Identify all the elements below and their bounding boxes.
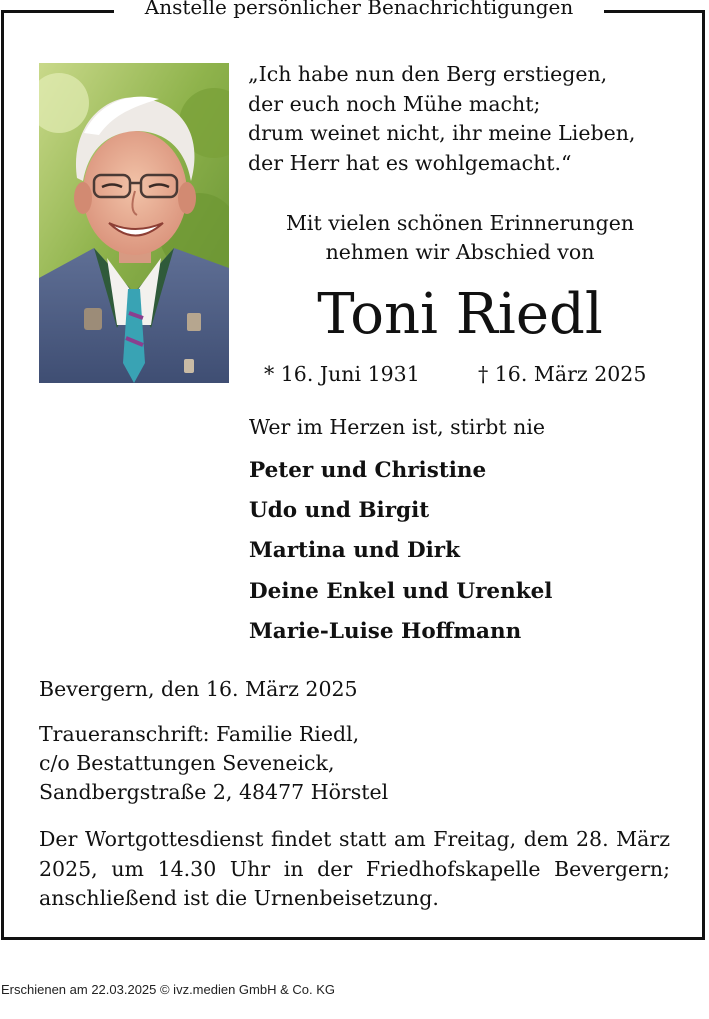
deceased-name: Toni Riedl [317, 282, 603, 347]
motto: Wer im Herzen ist, stirbt nie [249, 415, 546, 439]
service-information: Der Wortgottesdienst findet statt am Freitag, dem 28. März 2025, um 14.30 Uhr in der Friedhofskapelle Bevergern; anschließend ist die Urnenbeisetzung. [39, 827, 670, 910]
mourner: Peter und Christine [249, 458, 487, 483]
publication-footer: Erschienen am 22.03.2025 © ivz.medien GmbH & Co. KG [1, 982, 336, 997]
quote-line: der euch noch Mühe macht; [248, 91, 541, 116]
mourner: Udo und Birgit [249, 498, 430, 524]
mourner: Marie-Luise Hoffmann [249, 618, 522, 644]
mourning-address [39, 720, 388, 807]
quote-line: „Ich habe nun den Berg erstiegen, [248, 62, 608, 86]
address-line: Traueranschrift: Familie Riedl, [39, 722, 360, 746]
mourners-list [249, 451, 552, 652]
mourner: Martina und Dirk [249, 538, 461, 564]
quote-verse [248, 60, 688, 178]
farewell-intro [240, 209, 680, 267]
frame-caption: Anstelle persönlicher Benachrichtigungen [114, 0, 604, 18]
death-date: † 16. März 2025 [478, 362, 647, 386]
portrait-photo [39, 63, 229, 383]
intro-line: Mit vielen schönen Erinnerungen [285, 211, 635, 235]
quote-line: drum weinet nicht, ihr meine Lieben, [248, 121, 636, 145]
intro-line: nehmen wir Abschied von [325, 240, 595, 264]
mourner: Deine Enkel und Urenkel [249, 578, 553, 604]
place-and-date: Bevergern, den 16. März 2025 [39, 677, 358, 701]
address-line: Sandbergstraße 2, 48477 Hörstel [39, 780, 389, 804]
birth-date: * 16. Juni 1931 [264, 362, 420, 386]
address-line: c/o Bestattungen Seveneick, [39, 751, 335, 775]
quote-line: der Herr hat es wohlgemacht.“ [248, 150, 572, 175]
